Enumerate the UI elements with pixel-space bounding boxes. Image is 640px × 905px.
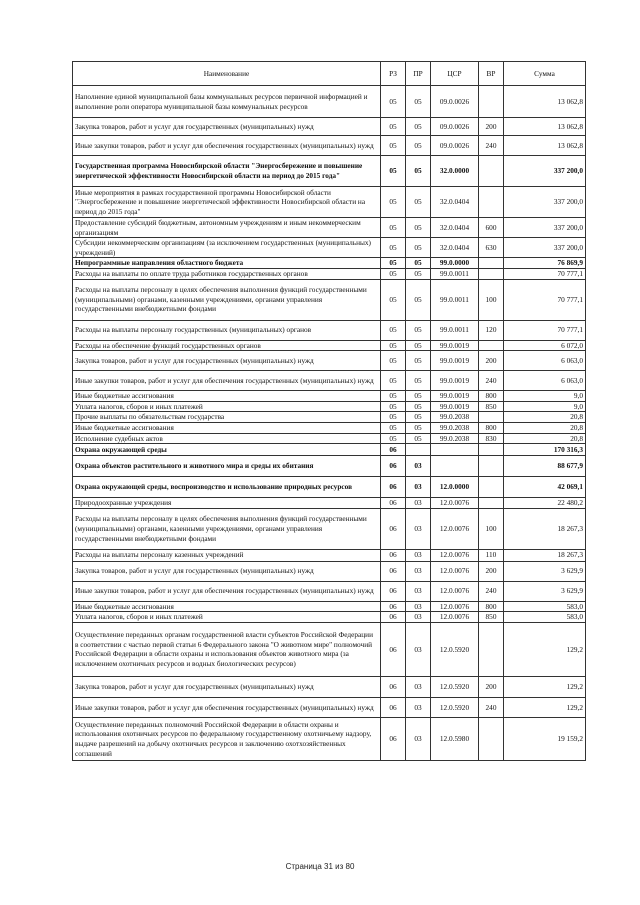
table-row <box>73 118 586 136</box>
cell-name: Осуществление переданных полномочий Российской Федерации в области охраны и использования охотничьих ресурсов по федеральному государственному охотничьему надзору, выдаче разрешений на добычу охотничьих ресурсов и заключению охотхозяйственных соглашений <box>73 717 381 760</box>
cell-csr: 99.0.2038 <box>431 433 479 444</box>
cell-csr: 12.0.0076 <box>431 498 479 509</box>
cell-sum: 583,0 <box>504 601 586 612</box>
cell-pr <box>406 444 431 456</box>
cell-pr: 05 <box>406 320 431 340</box>
cell-csr: 12.0.0076 <box>431 549 479 561</box>
cell-rz: 05 <box>381 86 406 118</box>
cell-pr: 03 <box>406 498 431 509</box>
cell-name: Расходы на обеспечение функций государственных органов <box>73 340 381 351</box>
cell-csr: 12.0.0000 <box>431 477 479 498</box>
cell-pr: 05 <box>406 412 431 423</box>
cell-name: Расходы на выплаты персоналу в целях обеспечения выполнения функций государственными (муниципальными) органами, казенными учреждениями, органами управления государственными внебюджетными фондами <box>73 508 381 549</box>
table-row <box>73 612 586 623</box>
cell-name: Закупка товаров, работ и услуг для государственных (муниципальных) нужд <box>73 676 381 697</box>
cell-name: Расходы на выплаты персоналу государственных (муниципальных) органов <box>73 320 381 340</box>
cell-vr <box>479 156 504 187</box>
table-row <box>73 622 586 676</box>
header-csr: ЦСР <box>431 62 479 86</box>
table-row <box>73 422 586 433</box>
table-row <box>73 412 586 423</box>
cell-rz: 06 <box>381 549 406 561</box>
cell-name: Природоохранные учреждения <box>73 498 381 509</box>
cell-sum: 18 267,3 <box>504 508 586 549</box>
cell-rz: 06 <box>381 717 406 760</box>
cell-sum: 170 316,3 <box>504 444 586 456</box>
table-row <box>73 508 586 549</box>
cell-name: Наполнение единой муниципальной базы коммунальных ресурсов первичной информацией и выполнение роли оператора муниципальной базы коммунальных ресурсов <box>73 86 381 118</box>
header-vr: ВР <box>479 62 504 86</box>
cell-rz: 05 <box>381 238 406 258</box>
table-row <box>73 676 586 697</box>
cell-csr: 12.0.0076 <box>431 601 479 612</box>
cell-sum: 22 480,2 <box>504 498 586 509</box>
cell-rz: 05 <box>381 187 406 218</box>
cell-csr: 99.0.2038 <box>431 422 479 433</box>
cell-name: Осуществление переданных органам государственной власти субъектов Российской Федерации в соответствии с частью первой статьи 6 Федерального закона "О животном мире" полномочий Российской Федерации в области охраны и использования объектов животного мира (за исключением охотничьих ресурсов и водных биологических ресурсов) <box>73 622 381 676</box>
cell-pr: 03 <box>406 561 431 581</box>
cell-vr <box>479 86 504 118</box>
cell-csr: 12.0.5920 <box>431 622 479 676</box>
cell-pr: 05 <box>406 86 431 118</box>
cell-csr: 09.0.0026 <box>431 118 479 136</box>
cell-csr: 32.0.0404 <box>431 187 479 218</box>
cell-sum: 88 677,9 <box>504 456 586 477</box>
cell-name: Расходы на выплаты по оплате труда работников государственных органов <box>73 268 381 279</box>
cell-name: Непрограммные направления областного бюджета <box>73 258 381 269</box>
cell-rz: 05 <box>381 268 406 279</box>
table-row <box>73 477 586 498</box>
table-row <box>73 401 586 412</box>
cell-name: Охрана окружающей среды, воспроизводство и использование природных ресурсов <box>73 477 381 498</box>
cell-csr: 99.0.0019 <box>431 391 479 402</box>
cell-pr: 05 <box>406 340 431 351</box>
cell-rz: 05 <box>381 279 406 320</box>
cell-vr <box>479 412 504 423</box>
cell-pr: 05 <box>406 156 431 187</box>
cell-vr: 200 <box>479 561 504 581</box>
cell-csr: 99.0.0000 <box>431 258 479 269</box>
cell-pr: 05 <box>406 279 431 320</box>
cell-vr: 600 <box>479 218 504 238</box>
cell-csr: 12.0.0076 <box>431 581 479 601</box>
cell-pr: 03 <box>406 477 431 498</box>
table-row <box>73 433 586 444</box>
cell-rz: 05 <box>381 412 406 423</box>
cell-csr: 12.0.5980 <box>431 717 479 760</box>
table-row <box>73 136 586 156</box>
cell-pr: 05 <box>406 118 431 136</box>
table-body <box>73 86 586 761</box>
cell-vr <box>479 717 504 760</box>
cell-pr: 05 <box>406 136 431 156</box>
cell-name: Иные бюджетные ассигнования <box>73 391 381 402</box>
cell-vr: 240 <box>479 136 504 156</box>
cell-vr: 200 <box>479 118 504 136</box>
cell-name: Иные закупки товаров, работ и услуг для обеспечения государственных (муниципальных) нужд <box>73 697 381 717</box>
cell-csr: 09.0.0026 <box>431 136 479 156</box>
cell-vr <box>479 456 504 477</box>
table-row <box>73 444 586 456</box>
cell-vr: 200 <box>479 676 504 697</box>
table-row <box>73 238 586 258</box>
header-sum: Сумма <box>504 62 586 86</box>
cell-vr <box>479 268 504 279</box>
cell-pr: 05 <box>406 238 431 258</box>
cell-sum: 6 063,0 <box>504 371 586 391</box>
table-row <box>73 351 586 371</box>
cell-sum: 18 267,3 <box>504 549 586 561</box>
cell-name: Закупка товаров, работ и услуг для государственных (муниципальных) нужд <box>73 351 381 371</box>
cell-pr: 05 <box>406 187 431 218</box>
cell-rz: 05 <box>381 156 406 187</box>
cell-vr: 240 <box>479 581 504 601</box>
cell-vr <box>479 477 504 498</box>
cell-pr: 03 <box>406 508 431 549</box>
cell-sum: 6 072,0 <box>504 340 586 351</box>
cell-csr: 99.0.0011 <box>431 320 479 340</box>
cell-csr: 32.0.0000 <box>431 156 479 187</box>
cell-name: Исполнение судебных актов <box>73 433 381 444</box>
cell-pr: 05 <box>406 351 431 371</box>
cell-csr: 12.0.0076 <box>431 561 479 581</box>
header-pr: ПР <box>406 62 431 86</box>
cell-sum: 70 777,1 <box>504 320 586 340</box>
cell-name: Прочие выплаты по обязательствам государства <box>73 412 381 423</box>
header-rz: РЗ <box>381 62 406 86</box>
cell-pr: 05 <box>406 371 431 391</box>
cell-pr: 05 <box>406 258 431 269</box>
cell-pr: 03 <box>406 456 431 477</box>
header-name: Наименование <box>73 62 381 86</box>
cell-vr: 850 <box>479 401 504 412</box>
cell-rz: 06 <box>381 456 406 477</box>
cell-vr: 110 <box>479 549 504 561</box>
cell-sum: 13 062,8 <box>504 86 586 118</box>
cell-csr <box>431 456 479 477</box>
cell-vr <box>479 340 504 351</box>
cell-csr: 99.0.0019 <box>431 351 479 371</box>
cell-csr: 12.0.5920 <box>431 676 479 697</box>
cell-vr: 630 <box>479 238 504 258</box>
cell-rz: 06 <box>381 477 406 498</box>
cell-pr: 05 <box>406 391 431 402</box>
cell-pr: 03 <box>406 549 431 561</box>
table-row <box>73 86 586 118</box>
cell-sum: 337 200,0 <box>504 187 586 218</box>
cell-name: Иные закупки товаров, работ и услуг для обеспечения государственных (муниципальных) нужд <box>73 371 381 391</box>
table-row <box>73 371 586 391</box>
cell-vr: 850 <box>479 612 504 623</box>
cell-rz: 06 <box>381 498 406 509</box>
cell-sum: 337 200,0 <box>504 218 586 238</box>
cell-vr: 800 <box>479 391 504 402</box>
cell-rz: 05 <box>381 118 406 136</box>
cell-rz: 05 <box>381 320 406 340</box>
cell-vr <box>479 622 504 676</box>
cell-csr: 99.0.0019 <box>431 401 479 412</box>
cell-sum: 337 200,0 <box>504 156 586 187</box>
cell-csr: 12.0.0076 <box>431 508 479 549</box>
cell-pr: 03 <box>406 676 431 697</box>
table-row <box>73 340 586 351</box>
cell-sum: 76 869,9 <box>504 258 586 269</box>
cell-sum: 42 069,1 <box>504 477 586 498</box>
cell-rz: 06 <box>381 697 406 717</box>
cell-sum: 20,8 <box>504 422 586 433</box>
cell-sum: 9,0 <box>504 401 586 412</box>
cell-sum: 9,0 <box>504 391 586 402</box>
cell-sum: 3 629,9 <box>504 581 586 601</box>
cell-name: Предоставление субсидий бюджетным, автономным учреждениям и иным некоммерческим организациям <box>73 218 381 238</box>
cell-csr: 99.0.0011 <box>431 268 479 279</box>
cell-csr: 99.0.0019 <box>431 371 479 391</box>
cell-sum: 337 200,0 <box>504 238 586 258</box>
cell-rz: 05 <box>381 422 406 433</box>
cell-name: Иные закупки товаров, работ и услуг для обеспечения государственных (муниципальных) нужд <box>73 581 381 601</box>
budget-table <box>72 61 586 761</box>
cell-name: Расходы на выплаты персоналу казенных учреждений <box>73 549 381 561</box>
cell-pr: 05 <box>406 218 431 238</box>
cell-rz: 06 <box>381 581 406 601</box>
cell-csr: 09.0.0026 <box>431 86 479 118</box>
cell-name: Расходы на выплаты персоналу в целях обеспечения выполнения функций государственными (муниципальными) органами, казенными учреждениями, органами управления государственными внебюджетными фондами <box>73 279 381 320</box>
cell-sum: 129,2 <box>504 676 586 697</box>
cell-rz: 05 <box>381 351 406 371</box>
cell-sum: 70 777,1 <box>504 279 586 320</box>
cell-vr: 200 <box>479 351 504 371</box>
cell-rz: 06 <box>381 508 406 549</box>
cell-pr: 05 <box>406 433 431 444</box>
cell-rz: 05 <box>381 258 406 269</box>
cell-rz: 05 <box>381 340 406 351</box>
cell-name: Закупка товаров, работ и услуг для государственных (муниципальных) нужд <box>73 118 381 136</box>
cell-rz: 05 <box>381 371 406 391</box>
cell-sum: 583,0 <box>504 612 586 623</box>
cell-csr: 99.0.2038 <box>431 412 479 423</box>
cell-name: Иные мероприятия в рамках государственной программы Новосибирской области "Энергосбережение и повышение энергетической эффективности Новосибирской области на период до 2015 года" <box>73 187 381 218</box>
cell-pr: 05 <box>406 401 431 412</box>
cell-name: Иные бюджетные ассигнования <box>73 601 381 612</box>
cell-rz: 05 <box>381 218 406 238</box>
cell-pr: 03 <box>406 581 431 601</box>
cell-sum: 19 159,2 <box>504 717 586 760</box>
cell-csr: 12.0.0076 <box>431 612 479 623</box>
table-row <box>73 498 586 509</box>
cell-rz: 06 <box>381 612 406 623</box>
table-row <box>73 258 586 269</box>
cell-sum: 129,2 <box>504 697 586 717</box>
cell-name: Иные закупки товаров, работ и услуг для обеспечения государственных (муниципальных) нужд <box>73 136 381 156</box>
table-row <box>73 549 586 561</box>
table-row <box>73 268 586 279</box>
cell-vr: 100 <box>479 279 504 320</box>
cell-pr: 03 <box>406 697 431 717</box>
table-row <box>73 456 586 477</box>
cell-pr: 05 <box>406 422 431 433</box>
cell-name: Иные бюджетные ассигнования <box>73 422 381 433</box>
table-row <box>73 697 586 717</box>
cell-name: Государственная программа Новосибирской области "Энергосбережение и повышение энергетической эффективности Новосибирской области на период до 2015 года" <box>73 156 381 187</box>
table-row <box>73 156 586 187</box>
table-row <box>73 717 586 760</box>
cell-csr: 99.0.0011 <box>431 279 479 320</box>
cell-sum: 13 062,8 <box>504 136 586 156</box>
cell-vr: 800 <box>479 601 504 612</box>
cell-rz: 06 <box>381 561 406 581</box>
cell-rz: 06 <box>381 622 406 676</box>
cell-rz: 06 <box>381 444 406 456</box>
cell-vr: 800 <box>479 422 504 433</box>
cell-pr: 03 <box>406 601 431 612</box>
cell-vr: 100 <box>479 508 504 549</box>
cell-rz: 05 <box>381 391 406 402</box>
cell-vr <box>479 258 504 269</box>
table-row <box>73 561 586 581</box>
cell-name: Уплата налогов, сборов и иных платежей <box>73 401 381 412</box>
cell-pr: 03 <box>406 622 431 676</box>
cell-pr: 03 <box>406 612 431 623</box>
cell-sum: 70 777,1 <box>504 268 586 279</box>
cell-vr: 240 <box>479 371 504 391</box>
cell-name: Охрана окружающей среды <box>73 444 381 456</box>
table-row <box>73 187 586 218</box>
cell-name: Субсидии некоммерческим организациям (за исключением государственных (муниципальных) учреждений) <box>73 238 381 258</box>
cell-name: Охрана объектов растительного и животного мира и среды их обитания <box>73 456 381 477</box>
cell-name: Закупка товаров, работ и услуг для государственных (муниципальных) нужд <box>73 561 381 581</box>
cell-vr: 240 <box>479 697 504 717</box>
table-header-row <box>73 62 586 86</box>
table-row <box>73 218 586 238</box>
cell-rz: 05 <box>381 136 406 156</box>
table-row <box>73 391 586 402</box>
cell-sum: 129,2 <box>504 622 586 676</box>
cell-vr <box>479 498 504 509</box>
table-row <box>73 320 586 340</box>
cell-sum: 20,8 <box>504 412 586 423</box>
cell-vr <box>479 187 504 218</box>
cell-csr: 32.0.0404 <box>431 218 479 238</box>
cell-sum: 13 062,8 <box>504 118 586 136</box>
cell-sum: 6 063,0 <box>504 351 586 371</box>
table-row <box>73 581 586 601</box>
cell-rz: 05 <box>381 401 406 412</box>
cell-csr: 99.0.0019 <box>431 340 479 351</box>
table-row <box>73 601 586 612</box>
cell-vr <box>479 444 504 456</box>
cell-csr: 12.0.5920 <box>431 697 479 717</box>
cell-pr: 05 <box>406 268 431 279</box>
cell-pr: 03 <box>406 717 431 760</box>
cell-vr: 830 <box>479 433 504 444</box>
cell-csr: 32.0.0404 <box>431 238 479 258</box>
cell-name: Уплата налогов, сборов и иных платежей <box>73 612 381 623</box>
cell-sum: 3 629,9 <box>504 561 586 581</box>
table-row <box>73 279 586 320</box>
page-number: Страница 31 из 80 <box>285 862 355 871</box>
cell-rz: 05 <box>381 433 406 444</box>
cell-vr: 120 <box>479 320 504 340</box>
cell-csr <box>431 444 479 456</box>
cell-rz: 06 <box>381 676 406 697</box>
cell-rz: 06 <box>381 601 406 612</box>
cell-sum: 20,8 <box>504 433 586 444</box>
